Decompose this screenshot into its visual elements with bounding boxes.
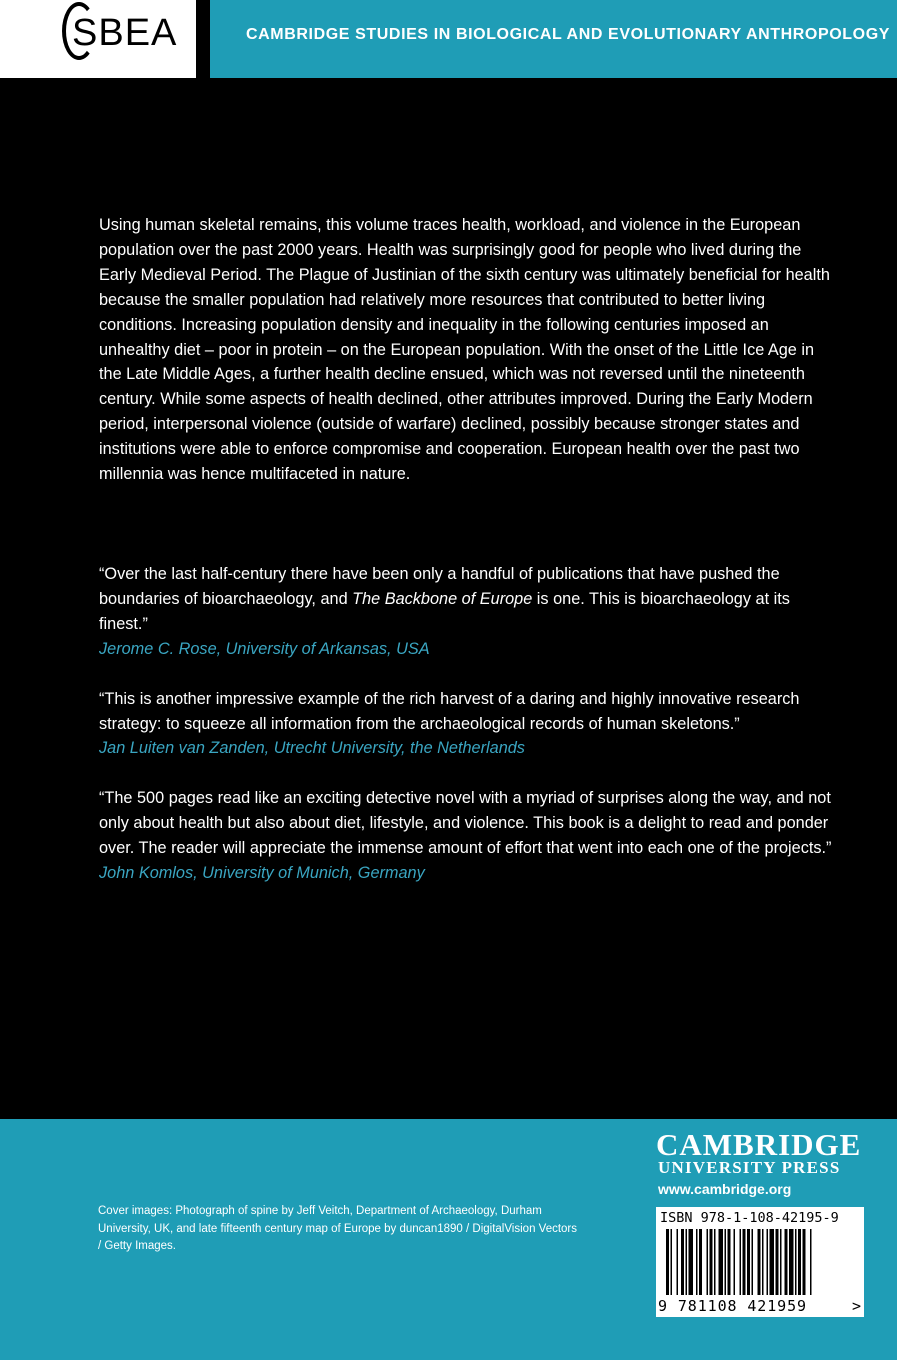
barcode-bar: [776, 1229, 779, 1295]
barcode-bar: [714, 1229, 716, 1295]
barcode-bar: [789, 1229, 794, 1295]
quote-text: is one. This is bioarchaeology at its finest.”: [99, 589, 790, 633]
barcode-bar: [798, 1229, 801, 1295]
isbn-digits: 9 781108 421959: [658, 1297, 807, 1315]
endorsement-attribution: John Komlos, University of Munich, Germany: [99, 864, 425, 883]
endorsement-attribution: Jan Luiten van Zanden, Utrecht University, the Netherlands: [99, 739, 525, 758]
barcode-bar: [810, 1229, 812, 1295]
barcode-bar: [699, 1229, 702, 1295]
endorsement-quote: “The 500 pages read like an exciting detective novel with a myriad of surprises along the way, and not only about health but also about diet, lifestyle, and violence. This book is a delight to read and ponder over. The reader will appreciate the immense amount of effort that went into each one of the projects.”: [99, 789, 832, 858]
footer-band: [0, 1119, 897, 1360]
barcode-bar: [671, 1229, 673, 1295]
series-title: CAMBRIDGE STUDIES IN BIOLOGICAL AND EVOLUTIONARY ANTHROPOLOGY: [246, 26, 891, 43]
barcode-bar: [725, 1229, 727, 1295]
barcode-bar: [762, 1229, 764, 1295]
endorsement-quote: “This is another impressive example of the rich harvest of a daring and highly innovative research strategy: to squeeze all information from the archaeological records of human skeletons.”: [99, 689, 800, 733]
book-title: The Backbone of Europe: [352, 589, 533, 608]
barcode-bar: [728, 1229, 731, 1295]
barcode-bar: [752, 1229, 754, 1295]
publisher-url: www.cambridge.org: [658, 1181, 792, 1197]
barcode-icon: [666, 1229, 854, 1299]
barcode-bar: [681, 1229, 684, 1295]
barcode-bar: [758, 1229, 761, 1295]
barcode-bar: [803, 1229, 806, 1295]
barcode-bar: [677, 1229, 679, 1295]
barcode-bar: [734, 1229, 736, 1295]
barcode-bar: [747, 1229, 750, 1295]
cover-image-credit: Cover images: Photograph of spine by Jeff Veitch, Department of Archaeology, Durham University, UK, and late fifteenth century map of Europe by duncan1890 / DigitalVision Vectors / Getty Images.: [98, 1205, 578, 1252]
quote-text: “Over the last half-century there have been only a handful of publications that have pushed the boundaries of bioarchaeology, and: [99, 565, 780, 608]
barcode-bar: [785, 1229, 788, 1295]
barcode-bar: [780, 1229, 782, 1295]
publisher-subtitle: UNIVERSITY PRESS: [658, 1158, 841, 1177]
barcode-bar: [707, 1229, 709, 1295]
barcode-bar: [770, 1229, 775, 1295]
series-logo: [0, 0, 196, 78]
isbn-label: ISBN 978-1-108-42195-9: [660, 1210, 839, 1226]
endorsement-attribution: Jerome C. Rose, University of Arkansas, USA: [99, 639, 430, 658]
series-band: [210, 0, 897, 78]
publisher-name: CAMBRIDGE: [656, 1127, 862, 1162]
barcode-bar: [740, 1229, 742, 1295]
logo-text: SBEA: [72, 12, 178, 54]
barcode-bar: [767, 1229, 769, 1295]
isbn-bracket: >: [851, 1297, 861, 1315]
barcode-bar: [689, 1229, 694, 1295]
book-blurb: Using human skeletal remains, this volume traces health, workload, and violence in the European population over the past 2000 years. Health was surprisingly good for people who lived during the Early Medieval Period. The Plague of Justinian of the sixth century was ultimately beneficial for health because the smaller population had relatively more resources that contributed to better living conditions. Increasing population density and inequality in the following centuries imposed an unhealthy diet – poor in protein – on the European population. With the onset of the Little Ice Age in the Late Middle Ages, a further health decline ensued, which was not reversed until the nineteenth century. While some aspects of health declined, other attributes improved. During the Early Modern period, interpersonal violence (outside of warfare) declined, possibly because stronger states and institutions were able to enforce compromise and cooperation. European health over the past two millennia was hence multifaceted in nature.: [99, 216, 830, 484]
barcode-bar: [719, 1229, 724, 1295]
barcode-bar: [666, 1229, 669, 1295]
isbn-barcode: [656, 1207, 864, 1317]
barcode-bar: [710, 1229, 713, 1295]
barcode-bar: [686, 1229, 688, 1295]
barcode-bar: [795, 1229, 797, 1295]
barcode-bar: [696, 1229, 698, 1295]
endorsements: [99, 562, 839, 911]
endorsement-quote: [99, 562, 839, 637]
barcode-bar: [743, 1229, 746, 1295]
